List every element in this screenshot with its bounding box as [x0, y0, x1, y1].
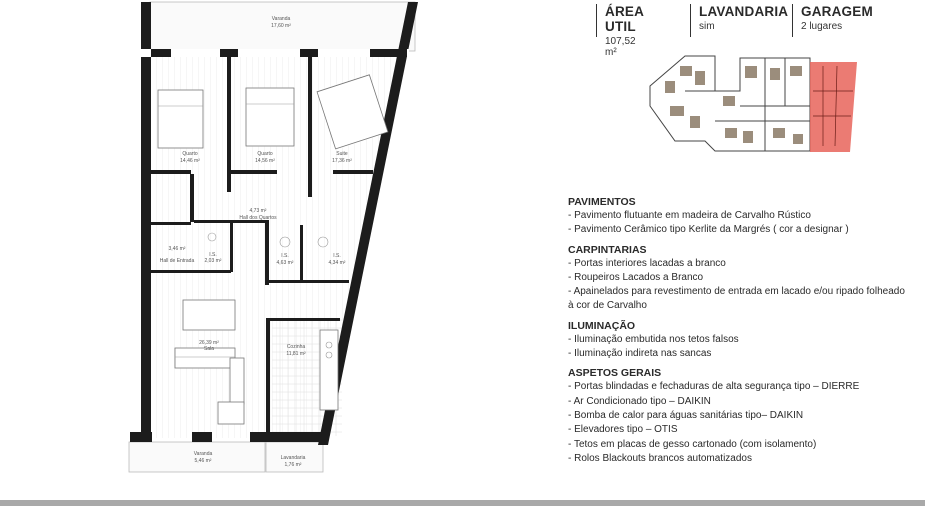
list-item: - Portas interiores lacadas a branco — [568, 257, 908, 271]
specs-iluminacao-list — [568, 333, 908, 362]
room-area-is-3: 4,34 m² — [328, 260, 346, 266]
room-area-varanda-top: 17,60 m² — [271, 23, 291, 29]
list-item: - Pavimento flutuante em madeira de Carvalho Rústico — [568, 209, 908, 223]
room-name-hall-entrada: Hall de Entrada — [159, 258, 195, 264]
list-item: - Apainelados para revestimento de entrada em lacado e/ou ripado folheado à cor de Carvalho — [568, 285, 908, 314]
specs-aspetos-list — [568, 380, 908, 466]
stat-area-util-value: 107,52 m² — [605, 36, 636, 58]
list-item: - Iluminação indireta nas sancas — [568, 347, 908, 361]
stat-area-util-title: ÁREA UTIL — [605, 4, 644, 34]
room-name-sala: Sala — [203, 346, 215, 352]
room-name-is-3: I.S. — [333, 253, 341, 259]
specs-aspetos-title: ASPETOS GERAIS — [568, 367, 662, 380]
stat-area-util — [596, 4, 644, 58]
room-area-hall-entrada: 3,46 m² — [168, 246, 186, 252]
stat-lavandaria — [690, 4, 788, 37]
stat-garagem-value: 2 lugares — [801, 21, 843, 32]
stat-lavandaria-value: sim — [699, 21, 715, 32]
room-area-sala: 26,39 m² — [199, 340, 219, 346]
specifications — [568, 195, 908, 471]
specs-pavimentos-title: PAVIMENTOS — [568, 196, 636, 208]
room-area-varanda-bottom: 5,46 m² — [194, 458, 212, 464]
room-name-is-1: I.S. — [209, 252, 217, 258]
building-location-plan — [645, 46, 865, 156]
list-item: - Pavimento Cerâmico tipo Kerlite da Margrés ( cor a designar ) — [568, 223, 908, 237]
room-name-varanda-top: Varanda — [271, 16, 291, 22]
bottom-scroll-bar — [0, 500, 925, 506]
list-item: - Elevadores tipo – OTIS — [568, 423, 908, 437]
room-name-quarto-1: Quarto — [182, 151, 198, 157]
stat-garagem-title: GARAGEM — [801, 4, 873, 19]
room-name-varanda-bottom: Varanda — [193, 451, 213, 457]
room-name-quarto-2: Quarto — [257, 151, 273, 157]
room-area-cozinha: 11,81 m² — [286, 351, 306, 357]
list-item: - Tetos em placas de gesso cartonado (com isolamento) — [568, 438, 908, 452]
list-item: - Roupeiros Lacados a Branco — [568, 271, 908, 285]
room-name-is-2: I.S. — [281, 253, 289, 259]
stat-garagem — [792, 4, 873, 37]
list-item: - Portas blindadas e fechaduras de alta segurança tipo – DIERRE — [568, 380, 908, 394]
room-area-quarto-1: 14,46 m² — [180, 158, 200, 164]
room-area-quarto-2: 14,56 m² — [255, 158, 275, 164]
room-name-cozinha: Cozinha — [286, 344, 306, 350]
room-area-is-1: 2,03 m² — [204, 258, 222, 264]
room-area-hall-quartos: 4,73 m² — [249, 208, 267, 214]
specs-iluminacao-title: ILUMINAÇÃO — [568, 319, 636, 332]
room-name-suite: Suite — [336, 151, 348, 157]
list-item: - Bomba de calor para águas sanitárias tipo– DAIKIN — [568, 409, 908, 423]
list-item: - Ar Condicionado tipo – DAIKIN — [568, 395, 908, 409]
specs-pavimentos-list — [568, 209, 908, 238]
stat-lavandaria-title: LAVANDARIA — [699, 4, 789, 19]
room-area-suite: 17,36 m² — [332, 158, 352, 164]
specs-carpintarias-list — [568, 257, 908, 314]
room-area-lavandaria: 1,76 m² — [284, 462, 302, 468]
room-name-lavandaria: Lavandaria — [280, 455, 306, 461]
list-item: - Rolos Blackouts brancos automatizados — [568, 452, 908, 466]
list-item: - Iluminação embutida nos tetos falsos — [568, 333, 908, 347]
room-area-is-2: 4,63 m² — [276, 260, 294, 266]
specs-carpintarias-title: CARPINTARIAS — [568, 243, 647, 256]
room-name-hall-quartos: Hall dos Quartos — [239, 215, 277, 221]
